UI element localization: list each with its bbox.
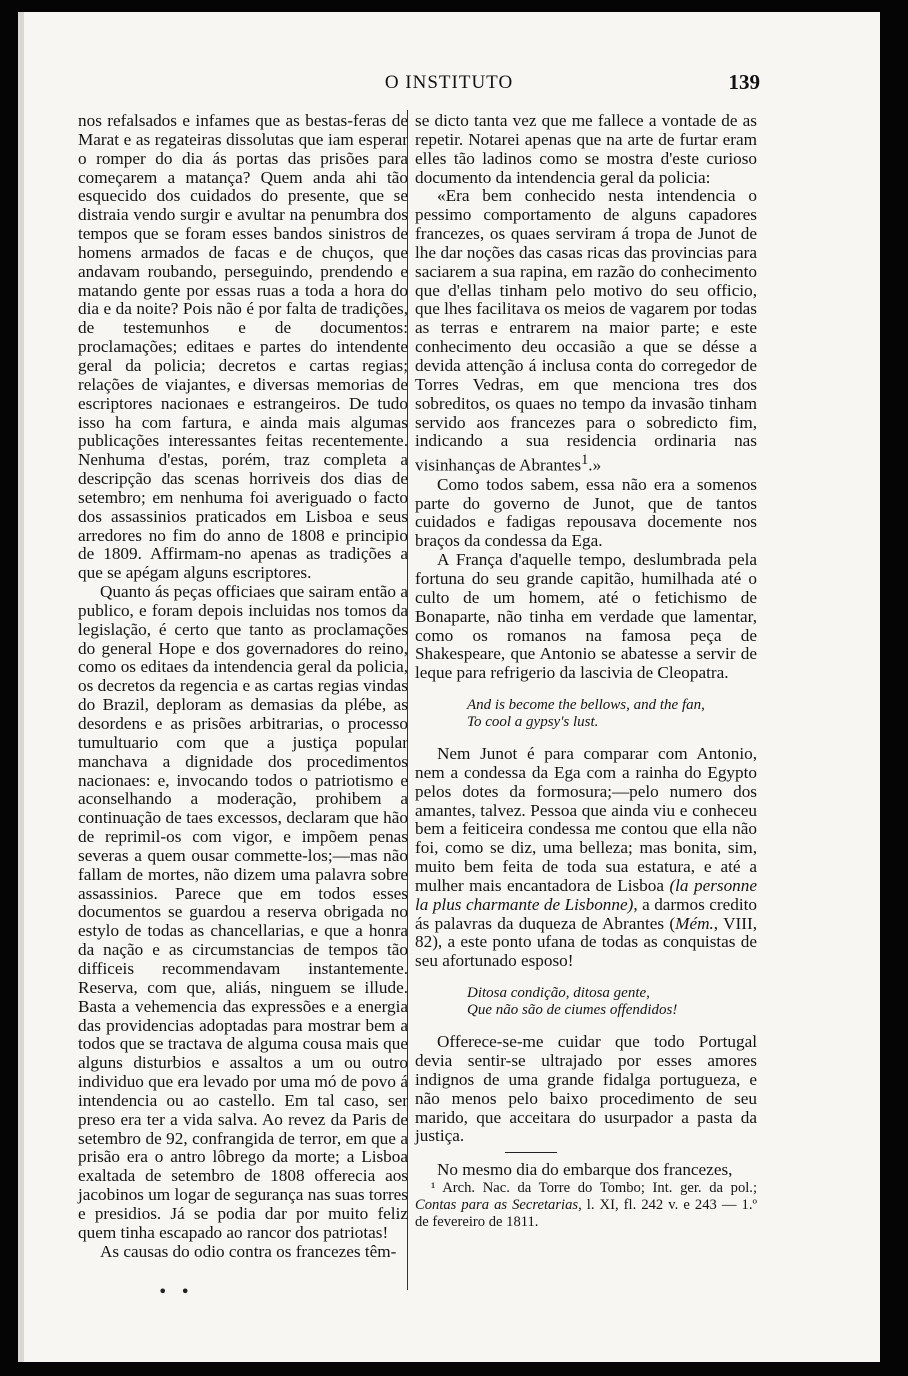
- footnote: [415, 1180, 757, 1231]
- italic-quote: (la personne la plus charmante de Lisbonne): [415, 875, 757, 914]
- paragraph: Quanto ás peças officiaes que sairam então a publico, e foram depois incluidas nos tomos da legislação, é certo que tanto as proclamações do general Hope e dos governadores do reino, como os editaes da intendencia geral da policia, os decretos da regencia e as cartas regias vindas do Brazil, deploram as demasias da plébe, as desordens e as prisões arbitrarias, o processo tumultuario com que a justiça popular manchava a dignidade dos procedimentos nacionaes: e, invocando todos o patriotismo e aconselhando a moderação, prohibem a continuação de taes excessos, declaram que hão de reprimil-os com vigor, e impõem penas severas a quem ousar commette-los;—mas não fallam de mortes, não dizem uma palavra sobre assassinios. Parece que em todos esses documentos se guardou a reserva obrigada no estylo de todas as chancellarias, e que a honra da nação e as circumstancias de tempos tão difficeis recommendavam instantemente. Reserva, com que, aliás, ninguem se illude. Basta a vehemencia das expressões e a energia das providencias adoptadas para mostrar bem a todos que se tractava de alguma cousa mais que alguns disturbios e assaltos a um ou outro individuo que era levado por uma mó de povo á intendencia ou ao castello. Em tal caso, ser preso era ter a vida salva. Ao revez da Paris de setembro de 92, confrangida de terror, em que a prisão era o antro lôbrego da morte; a Lisboa exaltada de setembro de 1808 offerecia aos jacobinos um logar de segurança nas suas torres e presidios. Já se podia dar por muito feliz quem tinha escapado ao rancor dos patriotas!: [78, 582, 408, 1242]
- section-divider: [505, 1152, 557, 1153]
- paragraph: se dicto tanta vez que me fallece a vontade de as repetir. Notarei apenas que na arte de furtar eram elles tão ladinos como se mostra d'este curioso documento da intendencia geral da policia:: [415, 111, 757, 187]
- italic-title: Contas para as Secretarias: [415, 1197, 579, 1214]
- running-title: O INSTITUTO: [384, 72, 514, 93]
- quote-text: «Era bem conhecido nesta intendencia o pessimo comportamento de alguns capadores francezes, os quaes serviram á tropa de Junot de lhe dar noções das casas ricas das provincias para saciarem a sua rapina, em razão do conhecimento que d'ellas tinham pelo motivo do seu officio, que lhes facilitava os meios de vagarem por todas as terras e entrarem na maior parte; e este conhecimento deu occasião a que se désse a devida attenção á inclusa conta do corregedor de Torres Vedras, em que menciona tres dos sobreditos, os quaes no tempo da invasão tinham servido aos francezes para o sobredicto fim, indicando a sua residencia ordinaria nas visinhanças de Abrantes: [415, 186, 757, 475]
- verse-line: Ditosa condição, ditosa gente,: [467, 985, 650, 1002]
- verse-quote-camoes: [467, 985, 757, 1019]
- signature-mark: • •: [158, 1282, 194, 1301]
- text-run: , l. XI, fl. 242 v. e 243 — 1.º de fevereiro de 1811.: [415, 1197, 758, 1231]
- paragraph: As causas do odio contra os francezes têm-: [100, 1241, 397, 1261]
- left-column: [78, 112, 408, 1261]
- paragraph: Offerece-se-me cuidar que todo Portugal devia sentir-se ultrajado por esses amores indignos de uma grande fidalga portugueza, e não menos pelo baixo procedimento de seu marido, que acceitara do usurpador a pasta da justiça.: [415, 1032, 757, 1146]
- text-run: Nem Junot é para comparar com Antonio, nem a condessa da Ega com a rainha do Egypto pelos dotes da formosura;—pelo numero dos amantes, talvez. Pessoa que ainda viu e conheceu bem a feiticeira condessa me contou que ella não foi, como se diz, uma belleza; mas bonita, sim, muito bem feita de toda sua estatura, e até a mulher mais encantadora de Lisboa: [415, 744, 757, 895]
- footnote-reference[interactable]: 1: [581, 452, 589, 469]
- text-run: ¹ Arch. Nac. da Torre do Tombo; Int. ger. da pol.;: [431, 1180, 757, 1197]
- paragraph: nos refalsados e infames que as bestas-feras de Marat e as regateiras dissolutas que iam esperar o romper do dia ás portas das prisões para começarem a matança? Quem anda ahi tão esquecido dos cuidados do presente, que se distraia vendo surgir e avultar na penumbra dos tempos que se foram esses bandos sinistros de homens armados de facas e de chuços, que andavam roubando, perseguindo, prendendo e matando gente por essas ruas a toda a hora do dia e da noite? Pois não é por falta de tradições, de testemunhos e de documentos: proclamações; editaes e partes do intendente geral da policia; decretos e cartas regias; relações de viajantes, e diversas memorias de escriptores nacionaes e estrangeiros. De tudo isso ha com fartura, e ainda mais algumas publicações interessantes feitas recentemente. Nenhuma d'estas, porém, traz completa a descripção das scenas horriveis dos dias de setembro; em nenhuma foi averiguado o facto dos assassinios praticados em Lisboa e seus arredores no fim do anno de 1808 e principio de 1809. Affirmam-no apenas as tradições a que se apégam alguns escriptores.: [78, 111, 408, 583]
- page-header: [18, 68, 880, 98]
- page-number: 139: [728, 70, 760, 94]
- paragraph: [415, 745, 757, 971]
- right-column: [415, 112, 757, 1231]
- paragraph: No mesmo dia do embarque dos francezes,: [437, 1160, 733, 1180]
- verse-line: To cool a gypsy's lust.: [467, 714, 599, 731]
- book-page: [18, 12, 880, 1362]
- italic-reference: Mém.: [675, 913, 714, 933]
- verse-quote-shakespeare: [467, 697, 757, 731]
- verse-line: And is become the bellows, and the fan,: [467, 697, 705, 714]
- paragraph: Como todos sabem, essa não era a somenos parte do governo de Junot, que de tantos cuidados e fadigas repousava docemente nos braços da condessa da Ega.: [415, 474, 757, 551]
- text-run: , a darmos credito ás palavras da duqueza de Abrantes (: [415, 894, 757, 933]
- quote-close: .»: [588, 455, 602, 475]
- text-run: , VIII, 82), a este ponto ufana de todas as conquistas de seu afortunado esposo!: [415, 913, 757, 971]
- page-edge: [18, 12, 24, 1362]
- quoted-document: [415, 187, 757, 475]
- paragraph: A França d'aquelle tempo, deslumbrada pela fortuna do seu grande capitão, humilhada até o culto de um homem, até o fetichismo de Bonaparte, não tinha em verdade que lamentar, como os romanos na famosa peça de Shakespeare, que Antonio se abatesse a servir de leque para refrigerio da lascivia de Cleopatra.: [415, 550, 757, 683]
- verse-line: Que não são de ciumes offendidos!: [467, 1002, 678, 1019]
